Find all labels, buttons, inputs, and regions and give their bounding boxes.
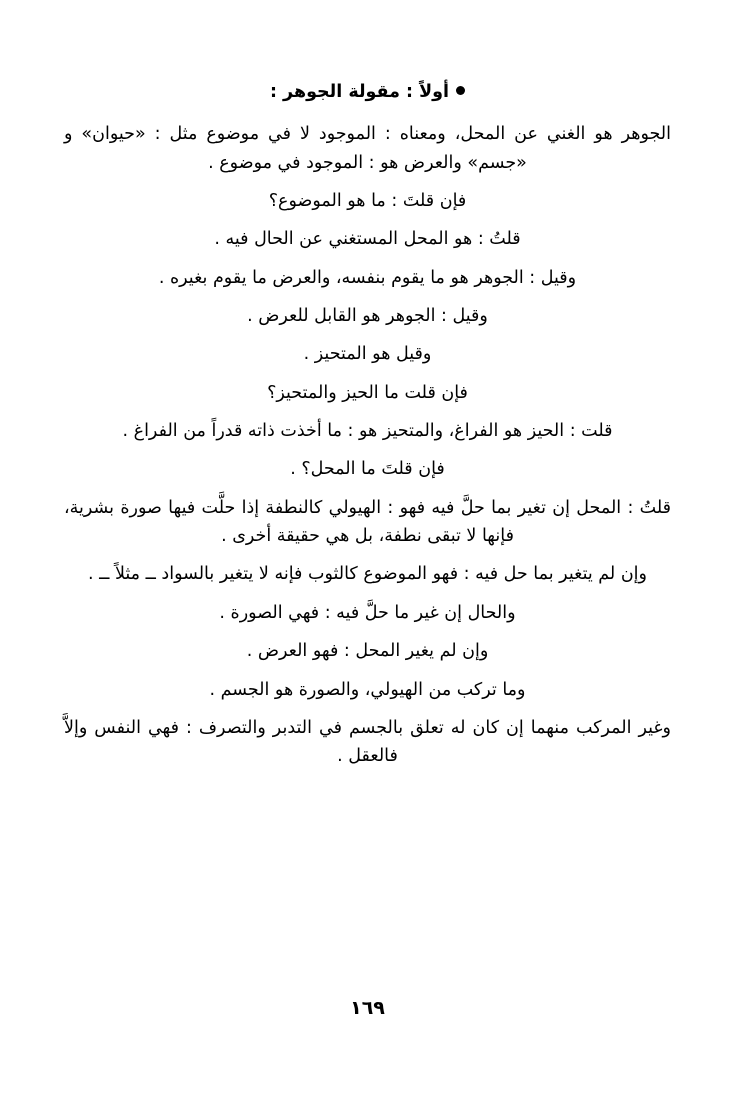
paragraph-1: الجوهر هو الغني عن المحل، ومعناه : الموجود لا في موضوع مثل : «حيوان» و «جسم» والعرض هو : الموجود في موضوع . (64, 124, 671, 173)
page-number: ١٦٩ (350, 997, 385, 1019)
section-heading (64, 78, 671, 106)
paragraph-11: وإن لم يتغير بما حل فيه : فهو الموضوع كالثوب فإنه لا يتغير بالسواد ــ مثلاً ــ . (88, 564, 647, 585)
paragraph-2: فإن قلتَ : ما هو الموضوع؟ (268, 191, 467, 212)
paragraph-13: وإن لم يغير المحل : فهو العرض . (246, 641, 489, 662)
paragraph-14: وما تركب من الهيولي، والصورة هو الجسم . (209, 679, 526, 700)
paragraph-9: فإن قلتَ ما المحل؟ . (290, 459, 445, 480)
paragraph-7: فإن قلت ما الحيز والمتحيز؟ (267, 382, 468, 403)
page-body (64, 78, 671, 771)
paragraph-12: والحال إن غير ما حلَّ فيه : فهي الصورة . (219, 602, 516, 623)
paragraph-3: قلتُ : هو المحل المستغني عن الحال فيه . (214, 229, 521, 250)
paragraph-6: وقيل هو المتحيز . (303, 344, 432, 365)
paragraph-10: قلتُ : المحل إن تغير بما حلَّ فيه فهو : الهيولي كالنطفة إذا حلَّت فيها صورة بشرية، فإنها لا تبقى نطفة، بل هي حقيقة أخرى . (64, 497, 671, 547)
paragraph-5: وقيل : الجوهر هو القابل للعرض . (247, 306, 488, 327)
bullet-icon (456, 86, 465, 95)
section-heading-text: أولاً : مقولة الجوهر : (269, 82, 450, 102)
paragraph-8: قلت : الحيز هو الفراغ، والمتحيز هو : ما أخذت ذاته قدراً من الفراغ . (122, 421, 613, 442)
paragraph-4: وقيل : الجوهر هو ما يقوم بنفسه، والعرض ما يقوم بغيره . (158, 267, 577, 288)
paragraph-15: وغير المركب منهما إن كان له تعلق بالجسم في التدبر والتصرف : فهي النفس وإلاَّ فالعقل . (64, 717, 671, 767)
